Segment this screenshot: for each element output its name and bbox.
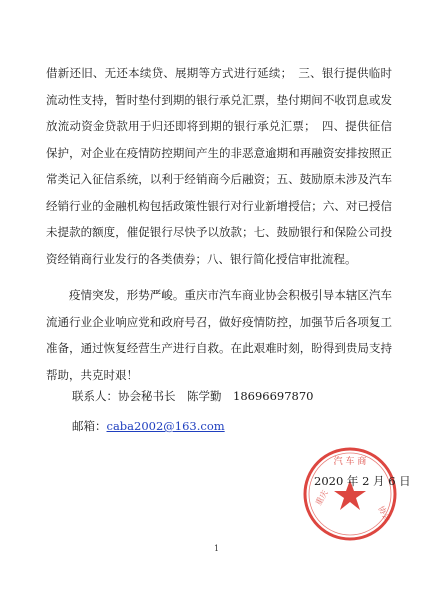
email-link[interactable]: caba2002@163.com [106,419,225,433]
email-label: 邮箱： [72,419,107,433]
contact-person: 联系人：协会秘书长 陈学勤 18696697870 [72,389,314,403]
svg-text:协会: 协会 [376,504,393,523]
svg-text:汽 车 商: 汽 车 商 [333,457,367,467]
official-seal-icon [300,444,400,544]
svg-text:重庆: 重庆 [313,488,330,507]
page-number: 1 [214,544,220,553]
paragraph-appeal: 疫情突发，形势严峻。重庆市汽车商业协会积极引导本辖区汽车流通行业企业响应党和政府号召，做好疫情防控，加强节后各项复工准备，通过恢复经营生产进行自救。在此艰难时刻，盼得到贵局支持帮助，共克时艰！ [46,288,392,382]
letter-date: 2020 年 2 月 6 日 [314,474,411,488]
letter-body [46,60,392,388]
contact-email-line [72,418,225,434]
paragraph-measures: 借新还旧、无还本续贷、展期等方式进行延续； 三、银行提供临时流动性支持，暂时垫付到期的银行承兑汇票，垫付期间不收罚息或发放流动资金贷款用于归还即将到期的银行承兑汇票； 四、提供征信保护，对企业在疫情防控期间产生的非恶意逾期和再融资安排按照正常类记入征信系统，以利于经销商今后融资；五、鼓励原未涉及汽车经销行业的金融机构包括政策性银行对行业新增授信；六、对已授信未提款的额度，催促银行尽快予以放款；七、鼓励银行和保险公司投资经销商行业发行的各类债券；八、银行简化授信审批流程。 [46,66,392,266]
